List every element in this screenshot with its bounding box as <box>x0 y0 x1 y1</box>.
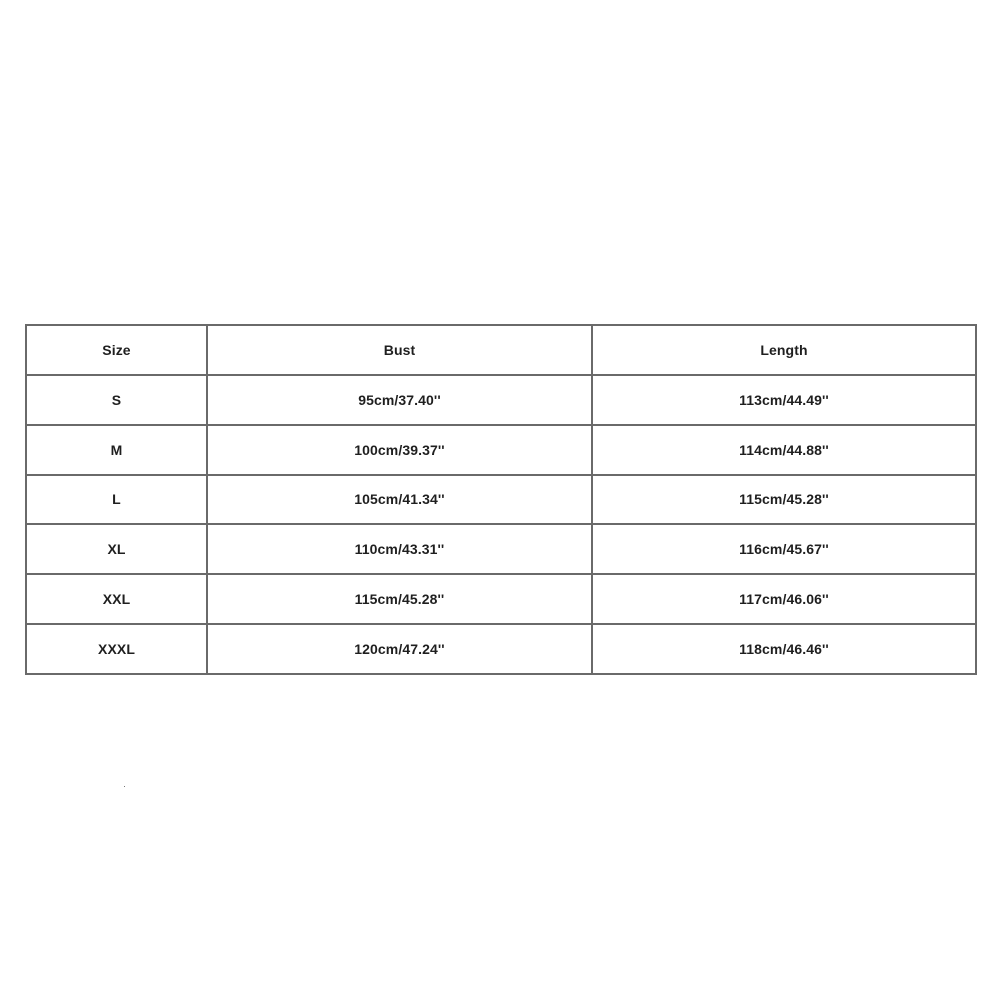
bust-cell: 100cm/39.37'' <box>207 425 592 475</box>
header-row <box>26 325 976 375</box>
table-row <box>26 475 976 525</box>
table-row <box>26 425 976 475</box>
length-cell: 118cm/46.46'' <box>592 624 976 674</box>
length-cell: 116cm/45.67'' <box>592 524 976 574</box>
stray-dot <box>124 786 125 787</box>
length-cell: 114cm/44.88'' <box>592 425 976 475</box>
table-row <box>26 574 976 624</box>
table-row <box>26 375 976 425</box>
length-cell: 117cm/46.06'' <box>592 574 976 624</box>
size-cell: XXL <box>26 574 207 624</box>
size-cell: M <box>26 425 207 475</box>
bust-cell: 120cm/47.24'' <box>207 624 592 674</box>
header-bust: Bust <box>207 325 592 375</box>
size-cell: L <box>26 475 207 525</box>
size-cell: S <box>26 375 207 425</box>
bust-cell: 110cm/43.31'' <box>207 524 592 574</box>
table-row <box>26 524 976 574</box>
header-length: Length <box>592 325 976 375</box>
size-cell: XL <box>26 524 207 574</box>
bust-cell: 95cm/37.40'' <box>207 375 592 425</box>
bust-cell: 105cm/41.34'' <box>207 475 592 525</box>
table-row <box>26 624 976 674</box>
size-chart-table <box>25 324 977 675</box>
length-cell: 115cm/45.28'' <box>592 475 976 525</box>
length-cell: 113cm/44.49'' <box>592 375 976 425</box>
bust-cell: 115cm/45.28'' <box>207 574 592 624</box>
header-size: Size <box>26 325 207 375</box>
size-cell: XXXL <box>26 624 207 674</box>
